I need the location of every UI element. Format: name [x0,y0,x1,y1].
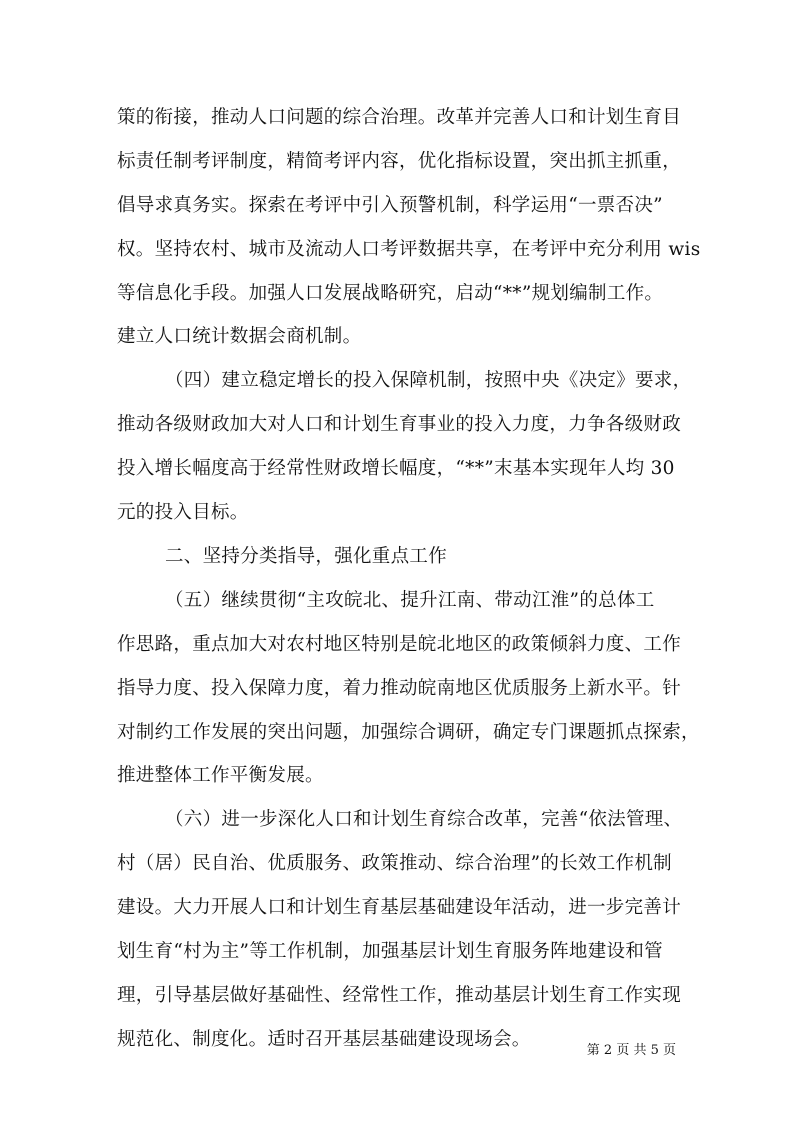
body-text-line: 等信息化手段。加强人口发展战略研究，启动“**”规划编制工作。 [117,283,664,304]
body-text-line: 指导力度、投入保障力度，着力推动皖南地区优质服务上新水平。针 [117,678,682,699]
body-text-line: 推动各级财政加大对人口和计划生育事业的投入力度，力争各级财政 [117,414,682,435]
body-text-line: 元的投入目标。 [117,502,249,523]
page-number-footer: 第 2 页 共 5 页 [586,1043,676,1058]
body-text-line: 建立人口统计数据会商机制。 [117,326,362,347]
body-text-line: 理，引导基层做好基础性、经常性工作，推动基层计划生育工作实现 [117,985,682,1006]
body-text-line: 村（居）民自治、优质服务、政策推动、综合治理”的长效工作机制 [117,853,672,874]
body-text-line: 建设。大力开展人口和计划生育基层基础建设年活动，进一步完善计 [117,897,682,918]
section-heading: 二、坚持分类指导，强化重点工作 [165,546,448,567]
body-text-line: 规范化、制度化。适时召开基层基础建设现场会。 [117,1029,531,1050]
body-text-line: 策的衔接，推动人口问题的综合治理。改革并完善人口和计划生育目 [117,107,682,128]
body-text-line: 作思路，重点加大对农村地区特别是皖北地区的政策倾斜力度、工作 [117,634,682,655]
paragraph-heading-5: （五）继续贯彻“主攻皖北、提升江南、带动江淮”的总体工 [165,590,655,611]
body-text-line: 投入增长幅度高于经常性财政增长幅度，“**”末基本实现年人均 30 [117,458,675,479]
body-text-line: 标责任制考评制度，精简考评内容，优化指标设置，突出抓主抓重， [117,151,682,172]
body-text-line: 对制约工作发展的突出问题，加强综合调研，确定专门课题抓点探索， [117,722,700,743]
paragraph-heading-6: （六）进一步深化人口和计划生育综合改革，完善“依法管理、 [165,809,683,830]
body-text-line: 推进整体工作平衡发展。 [117,765,324,786]
body-text-line: 倡导求真务实。探索在考评中引入预警机制，科学运用“一票否决” [117,195,663,216]
body-text-line: 划生育“村为主”等工作机制，加强基层计划生育服务阵地建设和管 [117,941,663,962]
body-text-line: 权。坚持农村、城市及流动人口考评数据共享，在考评中充分利用 wis [117,239,701,260]
paragraph-heading-4: （四）建立稳定增长的投入保障机制，按照中央《决定》要求， [165,370,692,391]
